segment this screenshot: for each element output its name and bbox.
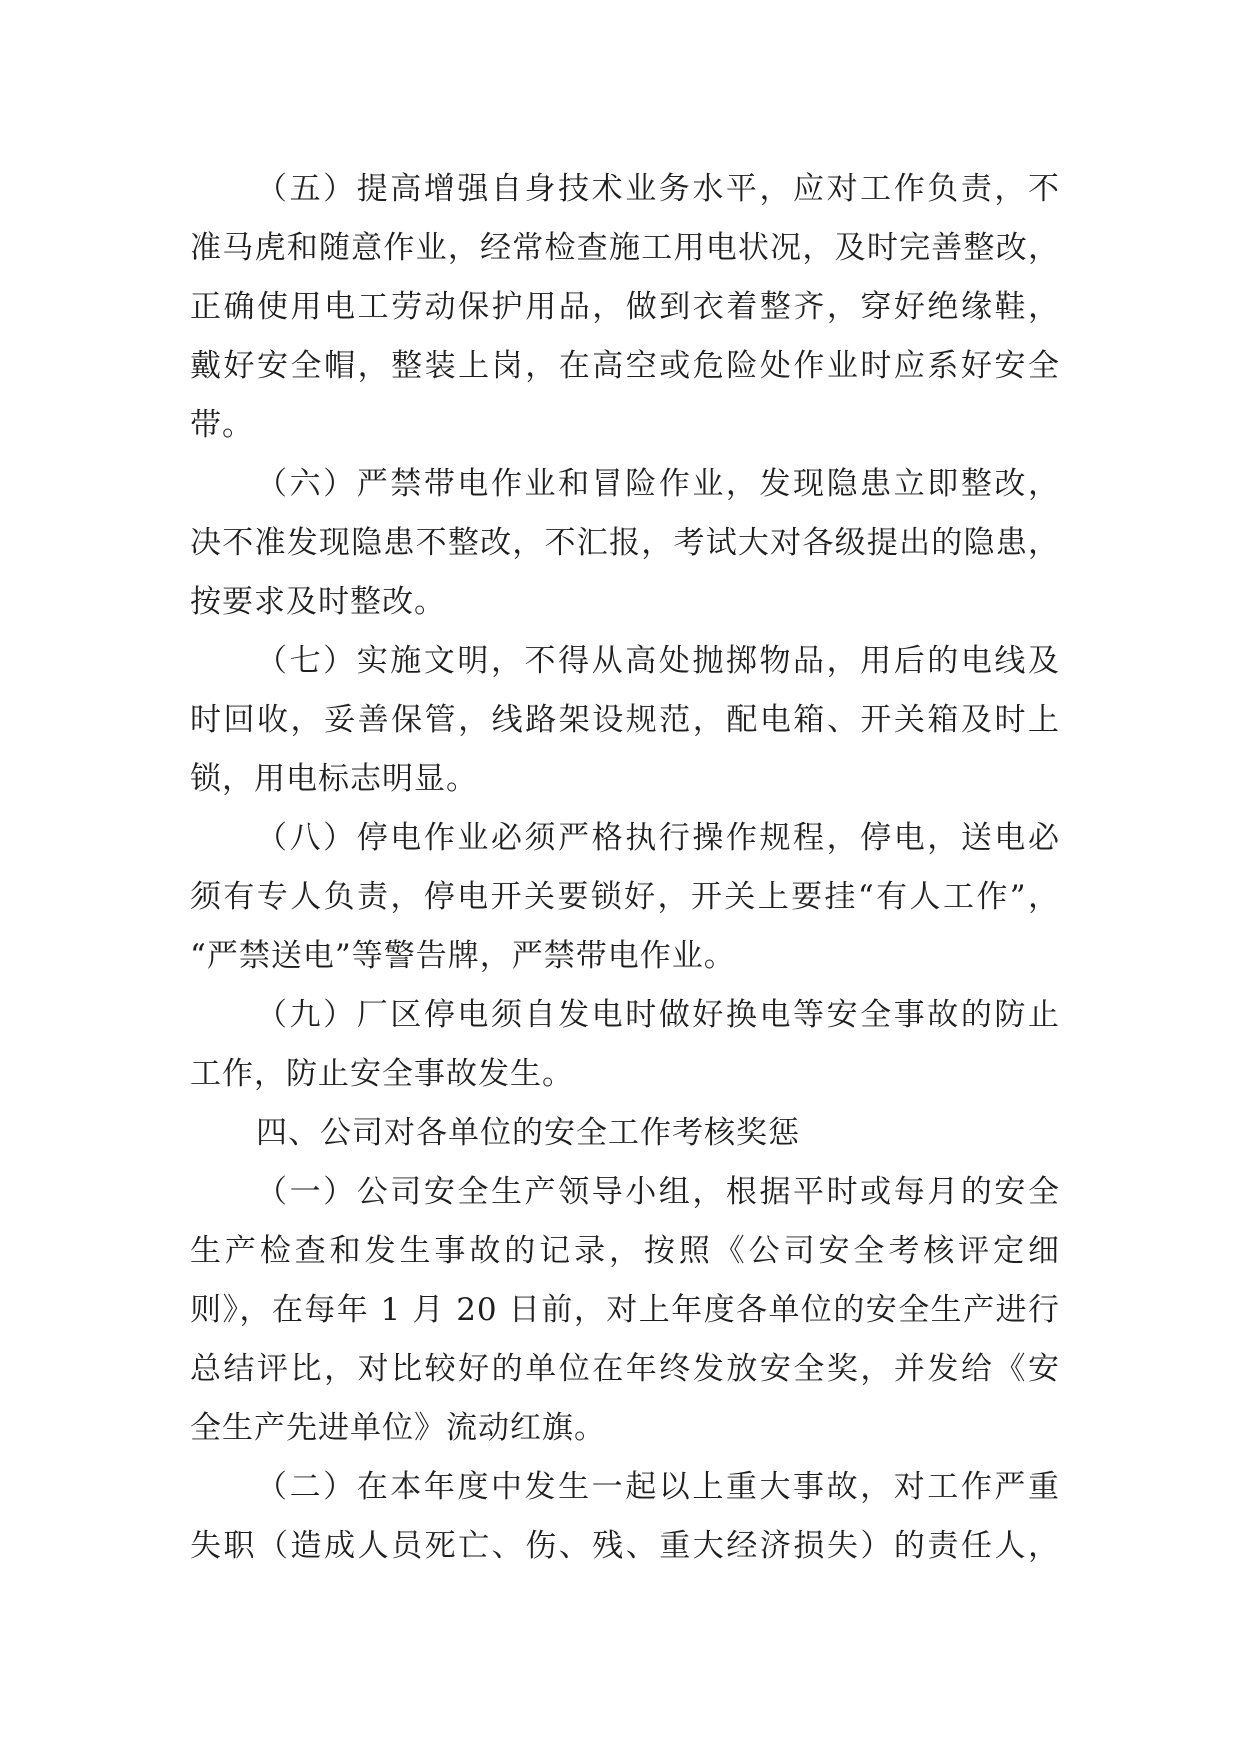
section-4-item-1-line-2: 生产检查和发生事故的记录，按照《公司安全考核评定细 [190, 1233, 1060, 1269]
paragraph-8-line-2: 须有专人负责，停电开关要锁好，开关上要挂“有人工作”， [190, 879, 1060, 915]
paragraph-5-line-5: 带。 [190, 407, 254, 443]
paragraph-6-line-1: （六）严禁带电作业和冒险作业，发现隐患立即整改， [256, 466, 1060, 502]
section-4-item-2-line-2: 失职（造成人员死亡、伤、残、重大经济损失）的责任人， [190, 1528, 1060, 1564]
paragraph-8-line-3: “严禁送电”等警告牌，严禁带电作业。 [190, 938, 736, 974]
paragraph-8-line-1: （八）停电作业必须严格执行操作规程，停电，送电必 [256, 820, 1060, 856]
section-4-item-2-line-1: （二）在本年度中发生一起以上重大事故，对工作严重 [256, 1469, 1060, 1505]
section-4-item-1-line-4: 总结评比，对比较好的单位在年终发放安全奖，并发给《安 [190, 1351, 1060, 1387]
paragraph-5-line-3: 正确使用电工劳动保护用品，做到衣着整齐，穿好绝缘鞋， [190, 289, 1060, 325]
paragraph-7-line-3: 锁，用电标志明显。 [190, 761, 478, 797]
section-4-item-1-line-3: 则》，在每年 1 月 20 日前，对上年度各单位的安全生产进行 [190, 1292, 1060, 1328]
document-body [190, 160, 1060, 1576]
paragraph-6-line-2: 决不准发现隐患不整改，不汇报，考试大对各级提出的隐患， [190, 525, 1060, 561]
section-4-item-1-line-1: （一）公司安全生产领导小组，根据平时或每月的安全 [256, 1174, 1060, 1210]
paragraph-5-line-2: 准马虎和随意作业，经常检查施工用电状况，及时完善整改， [190, 230, 1060, 266]
paragraph-5-line-4: 戴好安全帽，整装上岗，在高空或危险处作业时应系好安全 [190, 348, 1060, 384]
paragraph-9-line-1: （九）厂区停电须自发电时做好换电等安全事故的防止 [256, 997, 1060, 1033]
paragraph-9-line-2: 工作，防止安全事故发生。 [190, 1056, 574, 1092]
paragraph-7-line-1: （七）实施文明，不得从高处抛掷物品，用后的电线及 [256, 643, 1060, 679]
section-4-heading: 四、公司对各单位的安全工作考核奖惩 [256, 1115, 800, 1151]
paragraph-6-line-3: 按要求及时整改。 [190, 584, 446, 620]
paragraph-7-line-2: 时回收，妥善保管，线路架设规范，配电箱、开关箱及时上 [190, 702, 1060, 738]
paragraph-5-line-1: （五）提高增强自身技术业务水平，应对工作负责，不 [256, 171, 1060, 207]
section-4-item-1-line-5: 全生产先进单位》流动红旗。 [190, 1410, 606, 1446]
